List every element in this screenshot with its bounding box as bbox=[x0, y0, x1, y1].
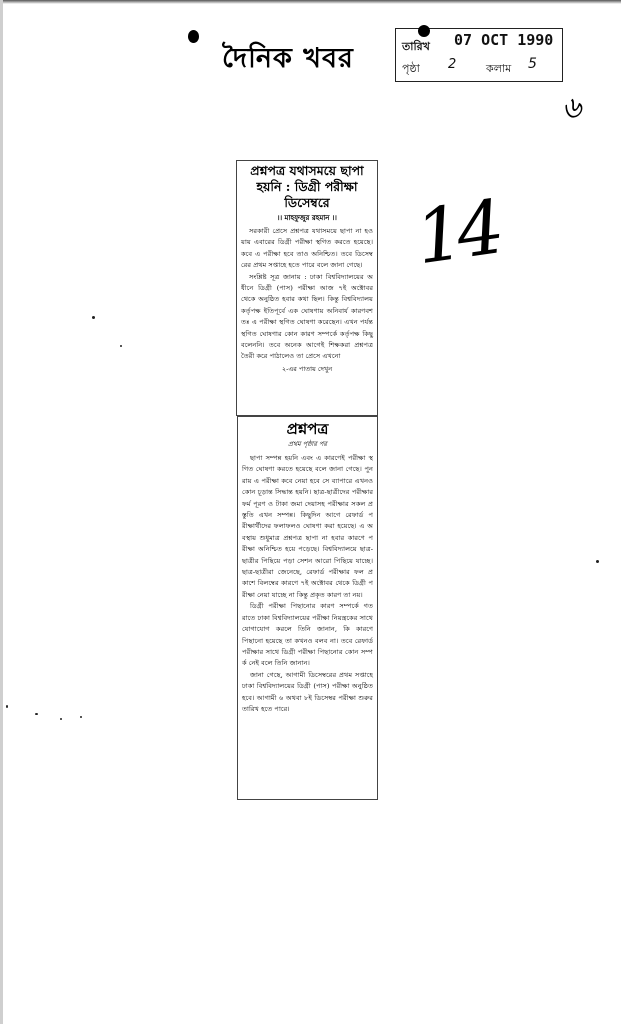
scan-speck bbox=[6, 705, 8, 708]
scan-speck bbox=[596, 560, 599, 563]
page-left-edge bbox=[0, 0, 3, 1024]
article-continuation-clipping bbox=[237, 416, 378, 800]
article-paragraph: সংশ্লিষ্ট সূত্র জানায় : ঢাকা বিশ্ববিদ্যালয়ের অধীনে ডিগ্রী (পাস) পরীক্ষা আজ ৭ই অক্টোবর থেকে অনুষ্ঠিত হবার কথা ছিল। কিন্তু বিশ্ববিদ্যালয় কর্তৃপক্ষ ইতিপূর্বে এক ঘোষণায় অনিবার্য কারণবশতঃ এ পরীক্ষা স্থগিত ঘোষণা করেছেন। এখন পর্যন্ত স্থগিত ঘোষণার কোন কারণ সম্পর্কে কর্তৃপক্ষ কিছু বলেননি। তবে অনেক আগেই শিক্ষকরা প্রশ্নপত্র তৈরী করে পাঠালেও তা প্রেসে এখনো bbox=[241, 272, 373, 361]
newspaper-masthead: দৈনিক খবর bbox=[222, 43, 354, 74]
article-byline: ।। মাহফুজুর রহমান ।। bbox=[277, 213, 337, 222]
stamp-date-value: 07 OCT 1990 bbox=[454, 31, 554, 49]
continuation-body bbox=[242, 453, 373, 715]
stamp-column-label: কলাম bbox=[486, 62, 512, 75]
continued-note: ২-এর পাতায় দেখুন bbox=[281, 364, 333, 373]
scan-speck bbox=[80, 716, 82, 718]
scan-speck bbox=[120, 345, 122, 347]
article-headline: প্রশ্নপত্র যথাসময়ে ছাপা হয়নি : ডিগ্রী পরীক্ষা ডিসেম্বরে bbox=[250, 163, 364, 210]
handwritten-item-number: 14 bbox=[410, 184, 504, 282]
stamp-date-label: তারিখ bbox=[402, 40, 430, 53]
continuation-subtitle: প্রথম পৃষ্ঠার পর bbox=[288, 440, 327, 448]
stamp-column-value: 5 bbox=[528, 56, 537, 72]
scan-speck bbox=[92, 316, 95, 319]
page-top-edge bbox=[0, 0, 621, 4]
article-paragraph: জানা গেছে, আগামী ডিসেম্বরের প্রথম সপ্তাহে ঢাকা বিশ্ববিদ্যালয়ের ডিগ্রী (পাস) পরীক্ষা অনুষ্ঠিত হবে। আগামী ৬ অথবা ৮ই ডিসেম্বর পরীক্ষা শুরুর তারিখ হতে পারে। bbox=[242, 670, 373, 713]
scan-speck bbox=[35, 713, 38, 715]
stamp-page-label: পৃষ্ঠা bbox=[402, 62, 420, 75]
archive-stamp bbox=[395, 28, 563, 82]
ink-blot bbox=[188, 30, 199, 43]
article-paragraph: ছাপা সম্পন্ন হয়নি এবং এ কারণেই পরীক্ষা স্থগিত ঘোষণা করতে হয়েছে বলে জানা গেছে। পুনরায় এ পরীক্ষা কবে নেয়া হবে সে ব্যাপারে এখনও কোন চূড়ান্ত সিদ্ধান্ত হয়নি। ছাত্র-ছাত্রীদের পরীক্ষার ফর্ম পূরণ ও টাকা জমা দেয়াসহ পরীক্ষার সকল প্রস্তুতি এখন সম্পন্ন। কিছুদিন আগে রেফার্ড পরীক্ষার্থীদের ফলাফলও ঘোষণা করা হয়েছে। এ অবস্থায় শুধুমাত্র প্রশ্নপত্র ছাপা না হবার কারণে পরীক্ষা অনিশ্চিত হয়ে পড়েছে। বিশ্ববিদ্যালয়ে ছাত্র-ছাত্রীর পিছিয়ে পড়া সেশন আরো পিছিয়ে যাচ্ছে। ছাত্র-ছাত্রীরা জেনেছে, রেফার্ড পরীক্ষার ফল প্রকাশে বিলম্বের কারণে ৭ই অক্টোবর থেকে ডিগ্রী পরীক্ষা নেয়া যাচ্ছে না কিন্তু প্রকৃত কারণ তা নয়। bbox=[242, 454, 373, 599]
scan-speck bbox=[60, 718, 62, 720]
ink-blot bbox=[418, 25, 430, 37]
article-paragraph: ডিগ্রী পরীক্ষা পিছানোর কারণ সম্পর্কে গতরাতে ঢাকা বিশ্ববিদ্যালয়ের পরীক্ষা নিয়ন্ত্রকের সাথে যোগাযোগ করলে তিনি জানান, কি কারণে পিছানো হয়েছে তা কখনও বলব না। তবে রেফার্ড পরীক্ষার সাথে ডিগ্রী পরীক্ষা পিছানোর কোন সম্পর্ক নেই বলে তিনি জানান। bbox=[242, 602, 373, 668]
stamp-page-value: 2 bbox=[448, 57, 457, 72]
article-body bbox=[241, 226, 373, 363]
handwritten-corner-mark: ৬ bbox=[558, 89, 585, 128]
article-paragraph: সরকারী প্রেসে প্রশ্নপত্র যথাসময়ে ছাপা না হওয়ায় এবারের ডিগ্রী পরীক্ষা স্থগিত করতে হয়েছে। কবে এ পরীক্ষা হবে তাও অনিশ্চিত। তবে ডিসেম্বরের প্রথম সপ্তাহে হতে পারে বলে জানা গেছে। bbox=[241, 227, 373, 270]
article-clipping bbox=[236, 160, 378, 416]
continuation-headline: প্রশ্নপত্র bbox=[286, 420, 329, 438]
